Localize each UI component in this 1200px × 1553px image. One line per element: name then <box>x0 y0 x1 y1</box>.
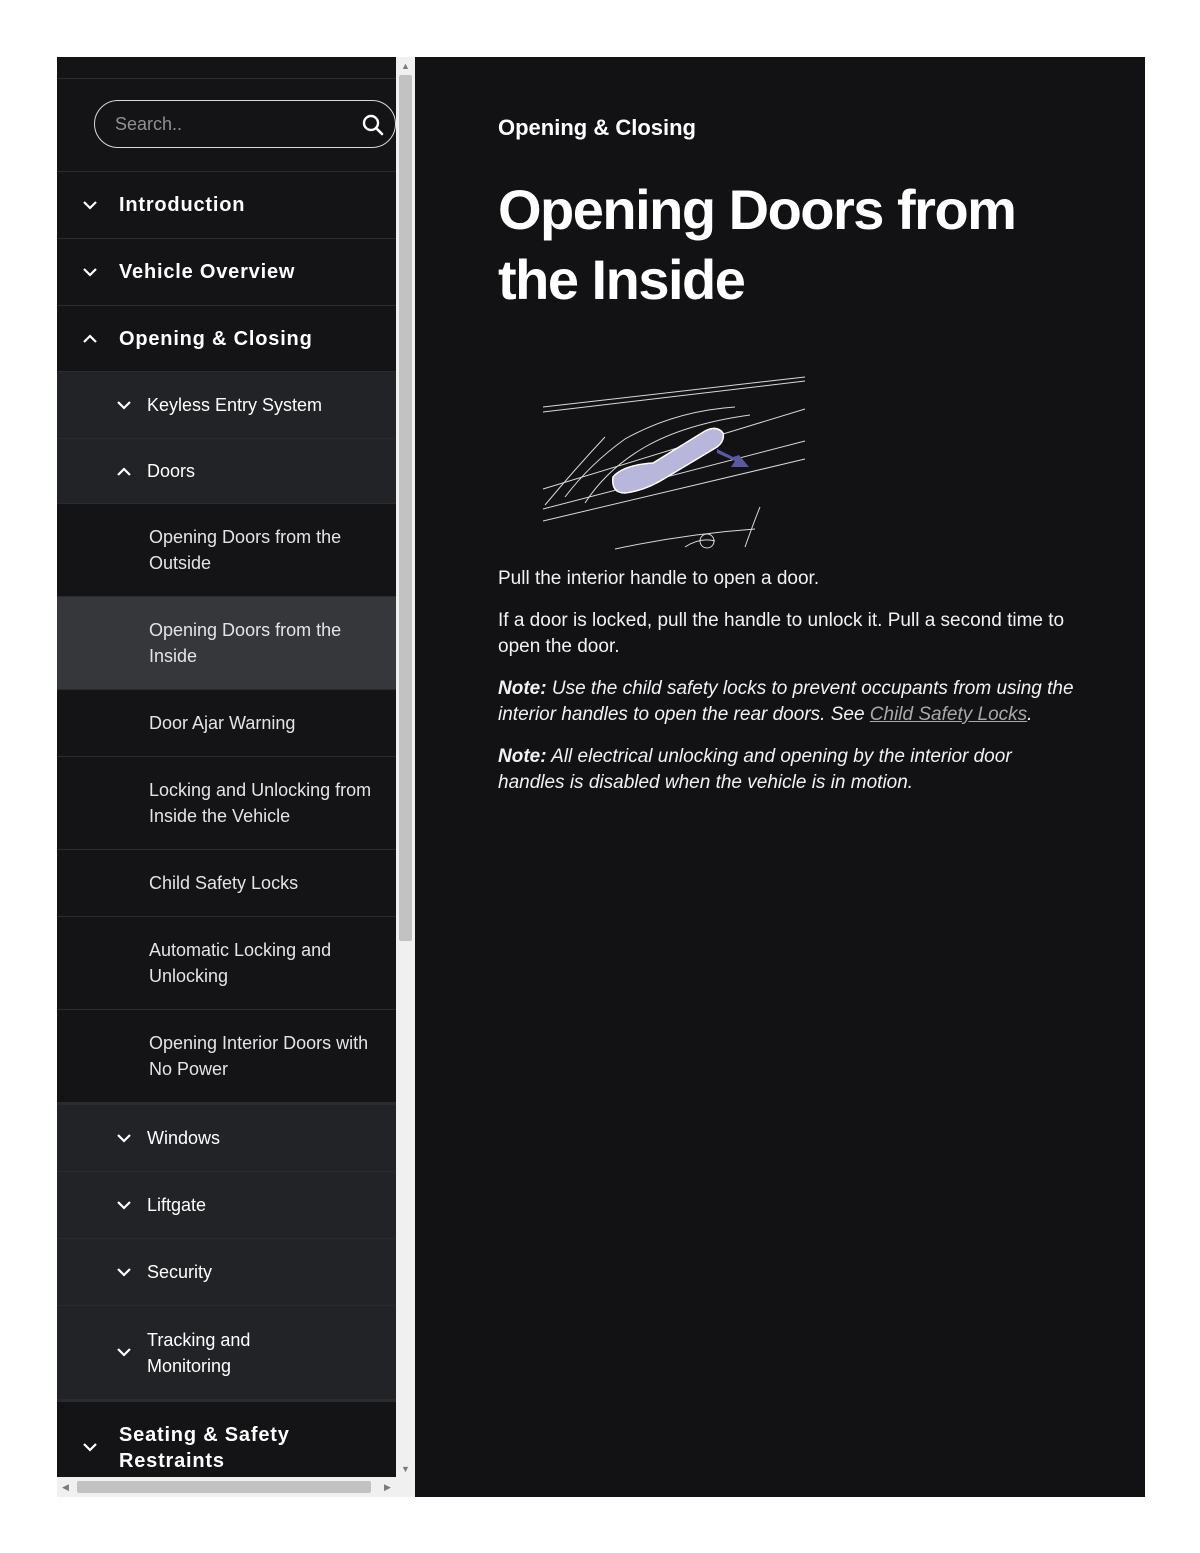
sidebar-item-label: Vehicle Overview <box>119 261 296 283</box>
sidebar-item-door-ajar-warning[interactable] <box>57 690 396 757</box>
chevron-down-icon <box>81 196 99 214</box>
sidebar-item-liftgate[interactable] <box>57 1172 396 1239</box>
article-body <box>498 566 1078 812</box>
sidebar-item-windows[interactable] <box>57 1105 396 1172</box>
note <box>498 744 1078 796</box>
note-label: Note: <box>498 746 547 767</box>
scroll-left-arrow-icon[interactable]: ◀ <box>62 1481 69 1492</box>
child-safety-locks-link[interactable]: Child Safety Locks <box>869 704 1028 725</box>
sidebar-item-doors[interactable] <box>57 439 396 504</box>
note-text: Use the child safety locks to prevent occupants from using the interior handles to open the rear doors. See <box>498 678 1074 725</box>
chevron-down-icon <box>115 1344 133 1362</box>
sidebar-item-label: Automatic Locking and Unlocking <box>149 940 332 986</box>
sidebar-topbar <box>57 57 396 79</box>
sidebar-item-label: Doors <box>147 461 196 481</box>
sidebar-item-label: Door Ajar Warning <box>149 713 296 733</box>
sidebar-item-introduction[interactable] <box>57 172 396 239</box>
scrollbar-corner <box>396 1477 415 1497</box>
sidebar-item-label: Seating & Safety Restraints <box>119 1423 290 1472</box>
vertical-scrollbar[interactable] <box>396 57 415 1477</box>
sidebar-item-seating-safety[interactable] <box>57 1402 396 1477</box>
search-input[interactable] <box>95 113 357 136</box>
chevron-down-icon <box>115 1196 133 1214</box>
chevron-down-icon <box>81 1439 99 1457</box>
chevron-down-icon <box>115 396 133 414</box>
horizontal-scrollbar[interactable] <box>57 1477 396 1497</box>
sidebar <box>57 57 396 1477</box>
scroll-right-arrow-icon[interactable]: ▶ <box>384 1481 391 1492</box>
sidebar-item-keyless-entry[interactable] <box>57 372 396 439</box>
sidebar-item-label: Liftgate <box>147 1195 207 1215</box>
sidebar-item-label: Locking and Unlocking from Inside the Vehicle <box>149 780 372 826</box>
sidebar-item-vehicle-overview[interactable] <box>57 239 396 306</box>
chevron-down-icon <box>115 1263 133 1281</box>
chevron-down-icon <box>115 1129 133 1147</box>
sidebar-item-label: Keyless Entry System <box>147 395 323 415</box>
note-label: Note: <box>498 678 547 699</box>
chevron-up-icon <box>115 462 133 480</box>
sidebar-item-label: Tracking and Monitoring <box>147 1329 251 1376</box>
vertical-scroll-thumb[interactable] <box>399 75 412 941</box>
horizontal-scroll-thumb[interactable] <box>77 1481 371 1493</box>
note-text-end: . <box>1027 704 1033 725</box>
sidebar-item-label: Opening Interior Doors with No Power <box>149 1033 369 1079</box>
sidebar-item-child-safety-locks[interactable] <box>57 850 396 917</box>
chevron-down-icon <box>81 263 99 281</box>
chevron-up-icon <box>81 330 99 348</box>
sidebar-item-locking-unlocking-inside[interactable] <box>57 757 396 850</box>
sidebar-item-security[interactable] <box>57 1239 396 1306</box>
sidebar-item-label: Child Safety Locks <box>149 873 299 893</box>
scroll-up-arrow-icon[interactable]: ▲ <box>401 60 410 71</box>
sidebar-item-label: Opening & Closing <box>119 327 313 350</box>
sidebar-item-opening-closing[interactable] <box>57 306 396 372</box>
scroll-down-arrow-icon[interactable]: ▼ <box>401 1463 410 1474</box>
note <box>498 676 1078 728</box>
sidebar-item-tracking-monitoring[interactable] <box>57 1306 396 1402</box>
sidebar-item-label: Security <box>147 1262 213 1282</box>
search-area <box>57 79 396 172</box>
sidebar-item-label: Windows <box>147 1128 221 1148</box>
sidebar-item-opening-doors-inside[interactable] <box>57 597 396 690</box>
note-text: All electrical unlocking and opening by the interior door handles is disabled when the vehicle is in motion. <box>498 746 1012 793</box>
sidebar-item-automatic-locking[interactable] <box>57 917 396 1010</box>
sidebar-item-label: Introduction <box>119 194 246 216</box>
sidebar-item-opening-doors-outside[interactable] <box>57 504 396 597</box>
sidebar-item-label: Opening Doors from the Outside <box>149 527 342 573</box>
sidebar-item-label: Opening Doors from the Inside <box>149 620 342 666</box>
paragraph: Pull the interior handle to open a door. <box>498 568 820 589</box>
page-title: Opening Doors from the Inside <box>498 178 1016 311</box>
search-box[interactable] <box>94 100 396 148</box>
breadcrumb[interactable]: Opening & Closing <box>498 115 696 140</box>
door-handle-illustration-icon <box>535 369 815 554</box>
paragraph: If a door is locked, pull the handle to unlock it. Pull a second time to open the door. <box>498 610 1065 657</box>
search-icon[interactable] <box>361 113 385 137</box>
sidebar-item-interior-doors-no-power[interactable] <box>57 1010 396 1105</box>
main-content <box>415 57 1145 1497</box>
